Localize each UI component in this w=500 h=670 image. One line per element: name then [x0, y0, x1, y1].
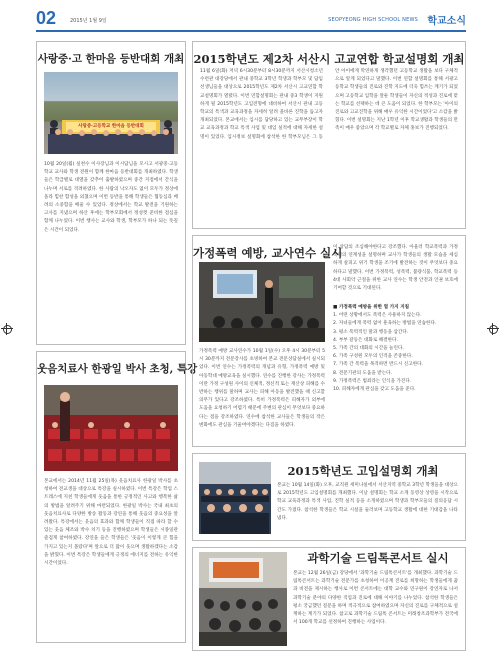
section-name: 학교소식 — [427, 16, 466, 27]
article-body: 본교는 10월 14일(화) 오후, 교직원 세미나실에서 서산지역 중학교 3학년 학생들을 대상으로 2015학년도 고입설명회를 개최했다. 이날 설명회는 학교 소개 동영상 상영을 시작으로 학교 교육과정과 특색 사업, 진학 실적 등을 소개하였으며 학생과 학부모들의 질의응답 시간도 가졌다. 참석한 학생들은 학교 시설을 둘러보며 고등학교 생활에 대한 기대감을 나타냈다. — [277, 483, 458, 521]
teacher-training-photo — [199, 262, 325, 342]
page-number: 02 — [36, 8, 57, 28]
article-title: 가정폭력 예방, 교사연수 실시 — [193, 246, 343, 260]
article-admission-briefing — [192, 453, 466, 541]
article-title: 과학기술 드림톡콘서트 실시 — [307, 551, 449, 565]
article-violence-prevention — [192, 235, 466, 447]
issue-date: 2015년 1월 9일 — [70, 18, 107, 24]
guideline-item: 1. 어떤 상황에서도 폭력은 사용하지 않는다. — [333, 313, 422, 319]
training-room-scene — [199, 262, 325, 342]
article-body: 본교에서는 2014년 11월 25일(목) 웃음치료사 한광일 박사를 초청하여 전교생을 대상으로 특강을 실시하였다. 이번 특강은 학업 스트레스에 지친 학생들에게 웃음을 통한 긍정적인 사고와 행복한 삶의 방법을 알려주기 위해 마련되었다. 한광일 박사는 국내 최초의 웃음치료사로 다양한 방송 활동과 강연을 통해 웃음의 중요성을 알려왔다. 특강에서는 웃음의 효과와 함께 학생들이 직접 따라 할 수 있는 웃음 체조와 박수 치기 등을 진행하였으며 학생들은 시종일관 즐겁게 참여하였다. 강연을 들은 학생들은 '웃음이 이렇게 큰 힘을 가지고 있는지 몰랐다'며 앞으로 더 많이 웃으며 생활하겠다는 소감을 밝혔다. 이번 특강은 학생들에게 긍정의 에너지를 전하는 유익한 시간이었다. — [44, 479, 178, 567]
article-body: 본교는 12월 26일(금) 강당에서 '과학기술 드림톡콘서트'를 개최했다. 과학기술 드림톡콘서트는 과학기술 전문가를 초청하여 이공계 진로를 희망하는 학생들에게 꿈과 비전을 제시하는 행사로 이번 콘서트에는 대학 교수와 연구원이 강연자로 나서 과학기술 분야의 다양한 직업과 진로에 대해 이야기를 나누었다. 참석한 학생들은 평소 궁금했던 질문을 하며 적극적으로 참여하였으며 자신의 진로를 구체적으로 설계하는 계기가 되었다. 참고로 과학기술 드림톡 콘서트는 미래창조과학부가 전국에서 100개 학교를 선정하여 진행하는 사업이다. — [293, 571, 458, 626]
registration-mark-icon — [487, 323, 499, 335]
guideline-item: 3. 평소 폭력적인 말과 행동을 삼간다. — [333, 329, 409, 335]
guideline-item: 5. 가족 간의 대화의 시간을 늘린다. — [333, 346, 404, 352]
prevention-guidelines — [333, 304, 458, 394]
guideline-item: 4. 부부 갈등은 대화로 해결한다. — [333, 337, 398, 343]
guideline-item: 10. 피해자에게 관심을 갖고 도움을 준다. — [333, 387, 416, 393]
article-body-continued: 이 상담의 조심해야한다고 강조했다. 아울러 학교폭력과 가정폭력의 연계성을 설명하며 교사가 학생들의 생활 모습을 세심하게 살피고 위기 학생을 조기에 발견하는 것이 무엇보다 중요하다고 말했다. 이번 가정폭력, 성폭력, 불량식품, 학교폭력 등 4대 사회악 근절을 위한 교사 연수는 학생 안전과 인권 보호에 기여할 것으로 기대된다. — [333, 245, 458, 292]
concert-stage-scene — [199, 552, 287, 646]
lecture-hall-photo — [44, 385, 178, 471]
article-body: 11월 6일(화) 저녁 6시30분부터 8시30분까지 서산시청소년수련관 대강당에서 관내 중학교 3학년 학생과 학부모 및 담임선생님들을 대상으로 2015학년도 제2차 서산시 고교연합 학교설명회가 열렸다. 이번 연합설명회는 관내 중3 학생이 지원하게 될 2015학년도 고입전형에 대비하여 서산시 관내 고등학교의 특색과 교육과정을 자세히 알려 올바른 진학을 돕고자 개최되었다. 본교에서는 입시를 담당하고 있는 교무부장이 학교 교육과정과 학교 특색 사업 및 대입 실적에 대해 자세한 설명이 있었다. 입시정보 설명회에 참석한 한 학부모님은 그 동안 아이에게 막연하게 생각했던 고등학교 생활을 보다 구체적으로 알게 되었다고 말했다. 이번 연합 설명회를 통해 서광고등학교 학생들의 진로와 진학 지도에 더욱 힘쓰는 계기가 되었으며 고등학교 입학을 앞둔 학생들이 자신의 적성과 진로에 맞는 학교를 선택하는 데 큰 도움이 되었다. 한 학부모는 '아이의 진로와 고교진학을 위해 매우 유익한 시간이었다'고 소감을 밝혔다. 이번 설명회는 지난 1학년 이후 학교생활과 학생들의 만족이 매우 좋았으며 각 학교별로 자체 홍보가 진행되었다. — [200, 69, 458, 140]
article-hiking — [36, 41, 186, 345]
guideline-item: 2. 자녀들에게 폭력 없이 훈육하는 방법을 연습한다. — [333, 321, 437, 327]
hiking-banner-text: 사랑중·고등학교 한마음 등반대회 — [78, 124, 144, 129]
hiking-photo-figures — [44, 72, 178, 154]
article-title: 웃음치료사 한광일 박사 초청, 특강 — [37, 363, 198, 375]
article-joint-briefing — [192, 41, 466, 229]
hiking-group-photo — [44, 72, 178, 154]
concert-photo — [199, 552, 287, 646]
article-title: 사랑중·고 한마음 등반대회 개최 — [37, 53, 185, 65]
lecture-hall-seats — [44, 385, 178, 471]
article-body: 가정폭력 예방 교사연수가 10월 1일(수) 오후 4시 30분부터 5시 30분까지 전문강사를 초빙하여 본교 전문상담실에서 실시되었다. 이번 연수는 가정폭력의 개념과 유형, 가정폭력 예방 및 아동학대 예방교육을 실시했다. 연수를 진행한 강사는 가정폭력이란 가정 구성원 사이의 신체적, 정신적 또는 재산상 피해를 수반하는 행위를 말하며 교사는 피해 아동을 발견했을 때 신고할 의무가 있다고 강조하였다. 특히 가정폭력은 피해자가 외부에 도움을 요청하기 어렵기 때문에 주변의 관심이 무엇보다 중요하다는 점을 강조하였다. 연수에 참석한 교사들은 학생들의 작은 변화에도 관심을 기울여야겠다는 다짐을 하였다. — [199, 349, 325, 428]
guideline-item: 6. 가족 구성원 모두의 인격을 존중한다. — [333, 354, 413, 360]
school-name-en: SEOPYEONG HIGH SCHOOL NEWS — [328, 17, 418, 23]
guideline-item: 9. 가정폭력은 범죄라는 인식을 가진다. — [333, 378, 412, 384]
registration-mark-icon — [1, 323, 13, 335]
page-header — [36, 8, 466, 32]
article-laughter-lecture — [36, 351, 198, 643]
guideline-item: 8. 전문기관의 도움을 받는다. — [333, 370, 393, 376]
article-science-concert — [192, 547, 466, 651]
guidelines-title: ■ 가정폭력 예방을 위한 열 가지 지침 — [333, 305, 410, 310]
article-title: 2015학년도 제2차 서산시 고교연합 학교설명회 개최 — [193, 52, 465, 66]
guideline-item: 7. 가족 간 폭력을 목격하면 반드시 신고한다. — [333, 362, 424, 368]
article-body: 10월 20일(월) 실천수 이사장님과 이시담님을 모시고 서광중·고등학교 교사와 학생 전원이 함께 한마음 등반대회를 개최하였다. 학생들은 학급별로 대열을 갖추어 출발하였으며 중간 지점에서 간식을 나누며 서로를 격려하였다. 한 사람의 낙오자도 없이 모두가 정상에 올라 힘찬 함성을 외쳤으며 이번 등반을 통해 학생들은 협동심과 배려의 소중함을 배울 수 있었다. 정상에서는 학교 발전을 기원하는 고사를 지냈으며 하산 후에는 학부모회에서 정성껏 준비한 점심을 함께 나누었다. 이번 행사는 교사와 학생, 학부모가 하나 되는 뜻깊은 시간이 되었다. — [44, 162, 178, 233]
admission-audience-photo — [199, 462, 271, 534]
audience-rows — [199, 462, 271, 534]
article-title: 2015학년도 고입설명회 개최 — [287, 464, 439, 478]
